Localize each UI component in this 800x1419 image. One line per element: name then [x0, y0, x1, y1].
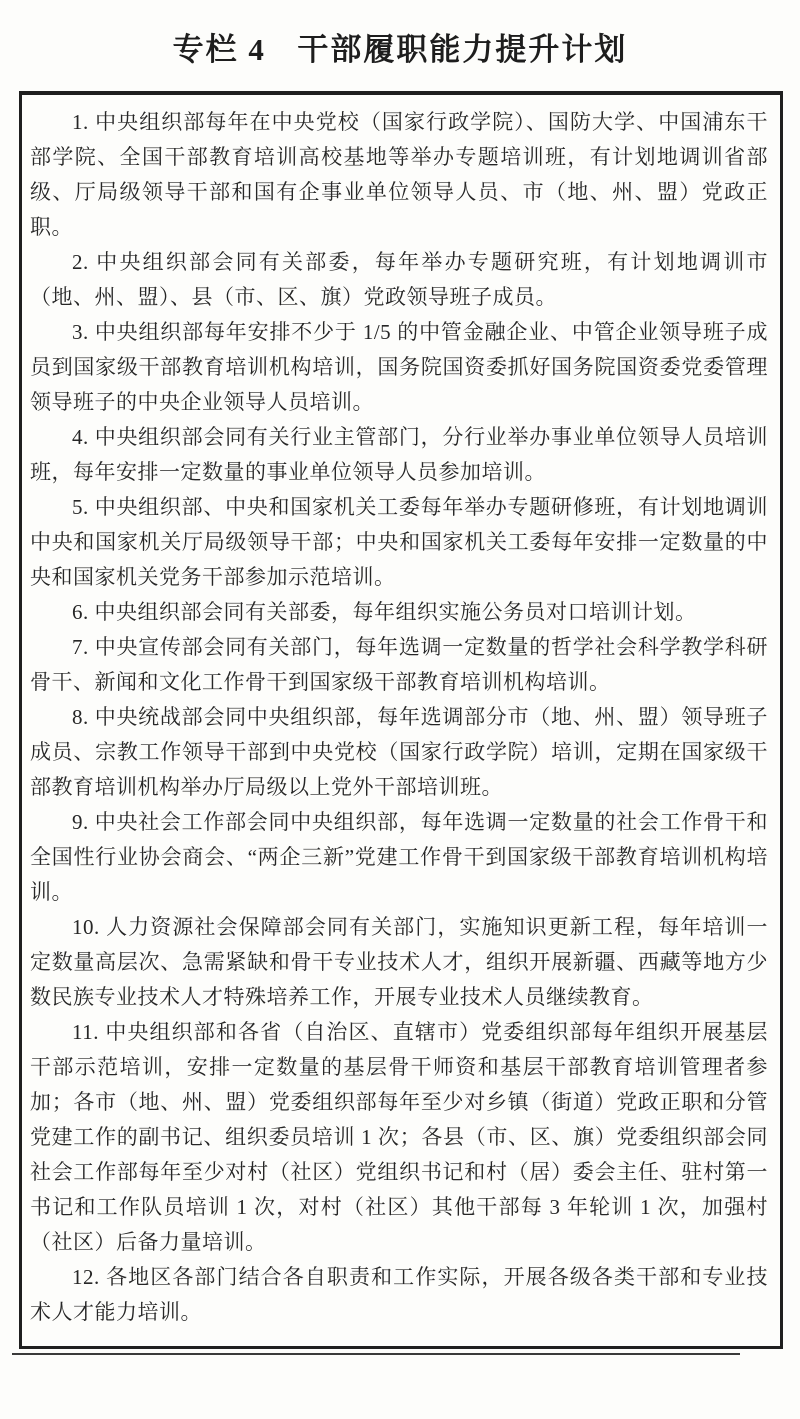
- plan-item-1: 1. 中央组织部每年在中央党校（国家行政学院）、国防大学、中国浦东干部学院、全国干部教育培训高校基地等举办专题培训班，有计划地调训省部级、厅局级领导干部和国有企事业单位领导人员、市（地、州、盟）党政正职。: [30, 110, 768, 239]
- plan-item-9: 9. 中央社会工作部会同中央组织部，每年选调一定数量的社会工作骨干和全国性行业协会商会、“两企三新”党建工作骨干到国家级干部教育培训机构培训。: [30, 810, 768, 904]
- column-title: 干部履职能力提升计划: [297, 32, 628, 67]
- plan-item-3: 3. 中央组织部每年安排不少于 1/5 的中管金融企业、中管企业领导班子成员到国家级干部教育培训机构培训，国务院国资委抓好国务院国资委党委管理领导班子的中央企业领导人员培训。: [30, 320, 768, 414]
- page-title: [0, 0, 800, 69]
- plan-item-2: 2. 中央组织部会同有关部委，每年举办专题研究班，有计划地调训市（地、州、盟）、县（市、区、旗）党政领导班子成员。: [30, 250, 768, 309]
- plan-item-8: 8. 中央统战部会同中央组织部，每年选调部分市（地、州、盟）领导班子成员、宗教工作领导干部到中央党校（国家行政学院）培训，定期在国家级干部教育培训机构举办厅局级以上党外干部培训班。: [30, 705, 768, 799]
- plan-item-10: 10. 人力资源社会保障部会同有关部门，实施知识更新工程，每年培训一定数量高层次、急需紧缺和骨干专业技术人才，组织开展新疆、西藏等地方少数民族专业技术人才特殊培养工作，开展专业技术人员继续教育。: [30, 915, 768, 1009]
- plan-box: [19, 91, 783, 1349]
- plan-item-7: 7. 中央宣传部会同有关部门，每年选调一定数量的哲学社会科学教学科研骨干、新闻和文化工作骨干到国家级干部教育培训机构培训。: [30, 635, 768, 694]
- plan-item-12: 12. 各地区各部门结合各自职责和工作实际，开展各级各类干部和专业技术人才能力培训。: [30, 1265, 768, 1324]
- plan-item-4: 4. 中央组织部会同有关行业主管部门，分行业举办事业单位领导人员培训班，每年安排一定数量的事业单位领导人员参加培训。: [30, 425, 768, 484]
- column-label: 专栏 4: [172, 32, 266, 67]
- plan-item-5: 5. 中央组织部、中央和国家机关工委每年举办专题研修班，有计划地调训中央和国家机关厅局级领导干部；中央和国家机关工委每年安排一定数量的中央和国家机关党务干部参加示范培训。: [30, 495, 768, 589]
- plan-item-11: 11. 中央组织部和各省（自治区、直辖市）党委组织部每年组织开展基层干部示范培训，安排一定数量的基层骨干师资和基层干部教育培训管理者参加；各市（地、州、盟）党委组织部每年至少对乡镇（街道）党政正职和分管党建工作的副书记、组织委员培训 1 次；各县（市、区、旗）党委组织部会同社会工作部每年至少对村（社区）党组织书记和村（居）委会主任、驻村第一书记和工作队员培训 1 次，对村（社区）其他干部每 3 年轮训 1 次，加强村（社区）后备力量培训。: [30, 1020, 768, 1254]
- plan-item-6: 6. 中央组织部会同有关部委，每年组织实施公务员对口培训计划。: [72, 600, 697, 624]
